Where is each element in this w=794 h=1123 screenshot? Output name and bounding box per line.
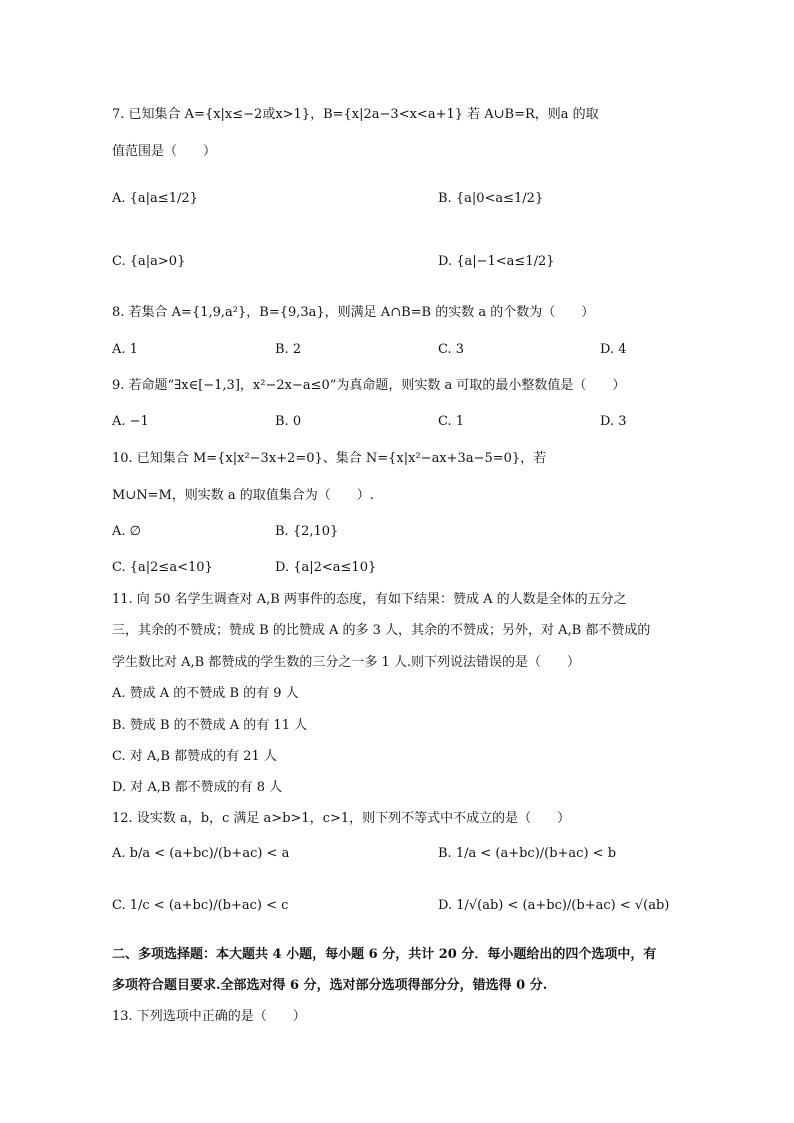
q12-stem: 12. 设实数 a，b，c 满足 a>b>1，c>1，则下列不等式中不成立的是（ ） bbox=[112, 811, 571, 826]
q11-option-c: C. 对 A,B 都赞成的有 21 人 bbox=[112, 749, 277, 764]
q12-option-d: D. 1/√(ab) < (a+bc)/(b+ac) < √(ab) bbox=[438, 898, 670, 913]
q9-stem: 9. 若命题“∃x∈[−1,3]，x²−2x−a≤0”为真命题，则实数 a 可取的最小整数值是（ ） bbox=[112, 378, 626, 393]
q11-option-a: A. 赞成 A 的不赞成 B 的有 9 人 bbox=[112, 686, 299, 701]
q10-option-c: C. {a|2≤a<10} bbox=[112, 560, 213, 575]
q12-option-a: A. b/a < (a+bc)/(b+ac) < a bbox=[112, 846, 290, 861]
q8-option-d: D. 4 bbox=[600, 342, 627, 357]
q12-option-c: C. 1/c < (a+bc)/(b+ac) < c bbox=[112, 898, 289, 913]
q10-option-d: D. {a|2<a≤10} bbox=[275, 560, 377, 575]
q7-option-c: C. {a|a>0} bbox=[112, 254, 186, 269]
q9-option-c: C. 1 bbox=[438, 414, 465, 429]
q10-stem-line1: 10. 已知集合 M={x|x²−3x+2=0}、集合 N={x|x²−ax+3a−5=0}，若 bbox=[112, 451, 547, 466]
q8-option-a: A. 1 bbox=[112, 342, 138, 357]
q10-option-b: B. {2,10} bbox=[275, 524, 339, 539]
q9-option-d: D. 3 bbox=[600, 414, 627, 429]
q8-stem: 8. 若集合 A={1,9,a²}，B={9,3a}，则满足 A∩B=B 的实数 a 的个数为（ ） bbox=[112, 305, 595, 320]
q7-option-d: D. {a|−1<a≤1/2} bbox=[438, 254, 555, 269]
q7-option-a: A. {a|a≤1/2} bbox=[112, 191, 198, 206]
q11-stem-line2: 三，其余的不赞成；赞成 B 的比赞成 A 的多 3 人，其余的不赞成；另外，对 A,B 都不赞成的 bbox=[112, 623, 651, 638]
q13-stem: 13. 下列选项中正确的是（ ） bbox=[112, 1009, 306, 1024]
q10-stem-line2: M∪N=M，则实数 a 的取值集合为（ ）. bbox=[112, 488, 374, 503]
section2-heading-line1: 二、多项选择题：本大题共 4 小题，每小题 6 分，共计 20 分．每小题给出的四个选项中，有 bbox=[112, 947, 657, 962]
q12-option-b: B. 1/a < (a+bc)/(b+ac) < b bbox=[438, 846, 617, 861]
q11-option-d: D. 对 A,B 都不赞成的有 8 人 bbox=[112, 780, 283, 795]
section2-heading-line2: 多项符合题目要求.全部选对得 6 分，选对部分选项得部分分，错选得 0 分. bbox=[112, 978, 548, 993]
q11-stem-line3: 学生数比对 A,B 都赞成的学生数的三分之一多 1 人.则下列说法错误的是（ ） bbox=[112, 655, 581, 670]
q9-option-a: A. −1 bbox=[112, 414, 149, 429]
q8-option-b: B. 2 bbox=[275, 342, 302, 357]
q9-option-b: B. 0 bbox=[275, 414, 302, 429]
q8-option-c: C. 3 bbox=[438, 342, 465, 357]
q11-stem-line1: 11. 向 50 名学生调查对 A,B 两事件的态度，有如下结果：赞成 A 的人数是全体的五分之 bbox=[112, 592, 627, 607]
q7-option-b: B. {a|0<a≤1/2} bbox=[438, 191, 544, 206]
q7-stem-line1: 7. 已知集合 A={x|x≤−2或x>1}，B={x|2a−3<x<a+1} 若 A∪B=R，则a 的取 bbox=[112, 107, 599, 122]
q7-stem-line2: 值范围是（ ） bbox=[112, 144, 217, 159]
q11-option-b: B. 赞成 B 的不赞成 A 的有 11 人 bbox=[112, 718, 308, 733]
q10-option-a: A. ∅ bbox=[112, 524, 141, 539]
